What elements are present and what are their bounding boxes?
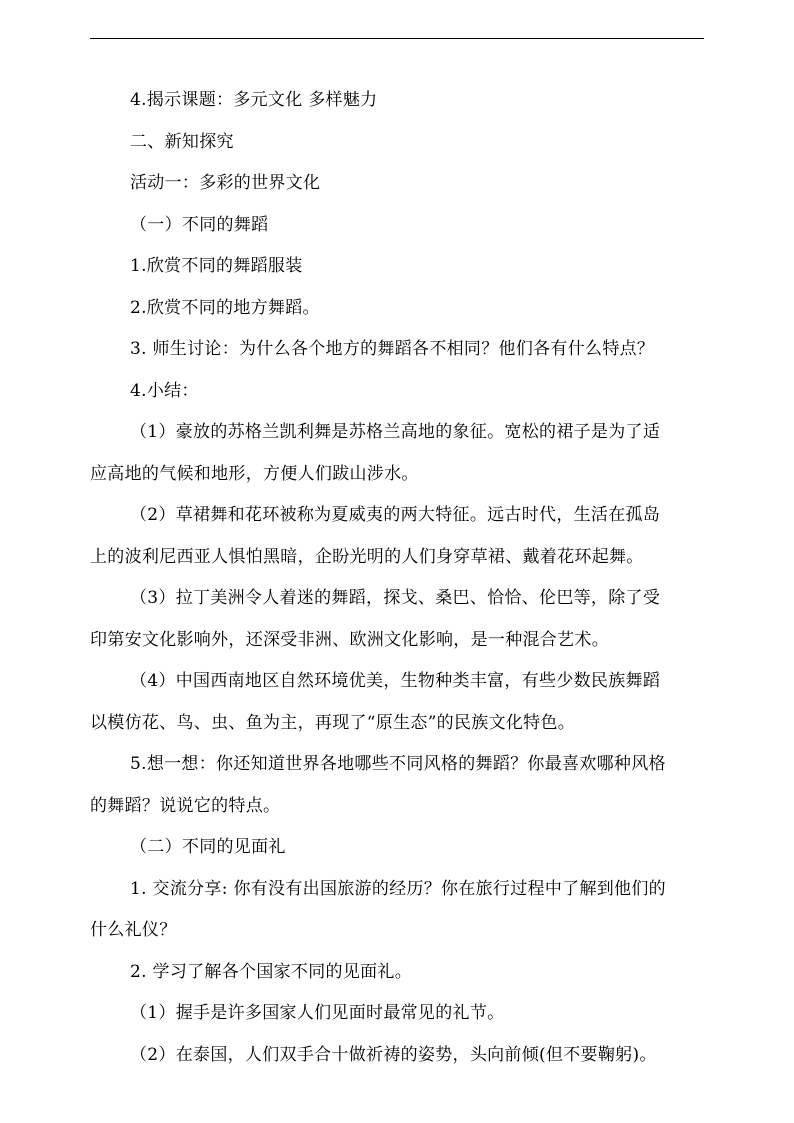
text-line: 的舞蹈？说说它的特点。: [90, 795, 281, 816]
text-line: （4）中国西南地区自然环境优美，生物种类丰富，有些少数民族舞蹈: [130, 671, 661, 691]
header-rule: [90, 38, 704, 39]
text-line: 以模仿花、鸟、虫、鱼为主，再现了“原生态”的民族文化特色。: [90, 712, 576, 733]
text-line: （1）豪放的苏格兰凯利舞是苏格兰高地的象征。宽松的裙子是为了适: [130, 422, 661, 442]
text-line: 应高地的气候和地形，方便人们跋山涉水。: [90, 463, 419, 484]
document-body: [90, 80, 704, 1076]
text-line: （3）拉丁美洲令人着迷的舞蹈，探戈、桑巴、恰恰、伦巴等，除了受: [130, 588, 661, 608]
text-line: （2）在泰国，人们双手合十做祈祷的姿势，头向前倾(但不要鞠躬)。: [130, 1044, 657, 1065]
text-line: 上的波利尼西亚人惧怕黑暗，企盼光明的人们身穿草裙、戴着花环起舞。: [90, 546, 644, 567]
activity-heading: 活动一：多彩的世界文化: [130, 173, 321, 193]
text-line: 3. 师生讨论：为什么各个地方的舞蹈各不相同？他们各有什么特点？: [130, 339, 655, 359]
text-line: 4.小结：: [130, 380, 199, 401]
subsection-heading: （一）不同的舞蹈: [130, 214, 269, 235]
text-line: 1.欣赏不同的舞蹈服装: [130, 256, 303, 276]
subsection-heading: （二）不同的见面礼: [130, 837, 286, 857]
text-line: 5.想一想：你还知道世界各地哪些不同风格的舞蹈？你最喜欢哪种风格: [130, 754, 666, 774]
text-line: 1. 交流分享: 你有没有出国旅游的经历？你在旅行过程中了解到他们的: [130, 878, 666, 899]
text-line: 2. 学习了解各个国家不同的见面礼。: [130, 961, 413, 982]
text-line: 4.揭示课题：多元文化 多样魅力: [130, 90, 378, 110]
text-line: 2.欣赏不同的地方舞蹈。: [130, 297, 320, 318]
text-line: 印第安文化影响外，还深受非洲、欧洲文化影响，是一种混合艺术。: [90, 629, 609, 650]
text-line: 什么礼仪？: [90, 920, 177, 940]
text-line: （1）握手是许多国家人们见面时最常见的礼节。: [130, 1003, 505, 1023]
section-heading: 二、新知探究: [130, 131, 234, 152]
text-line: （2）草裙舞和花环被称为夏威夷的两大特征。远古时代，生活在孤岛: [130, 505, 661, 525]
